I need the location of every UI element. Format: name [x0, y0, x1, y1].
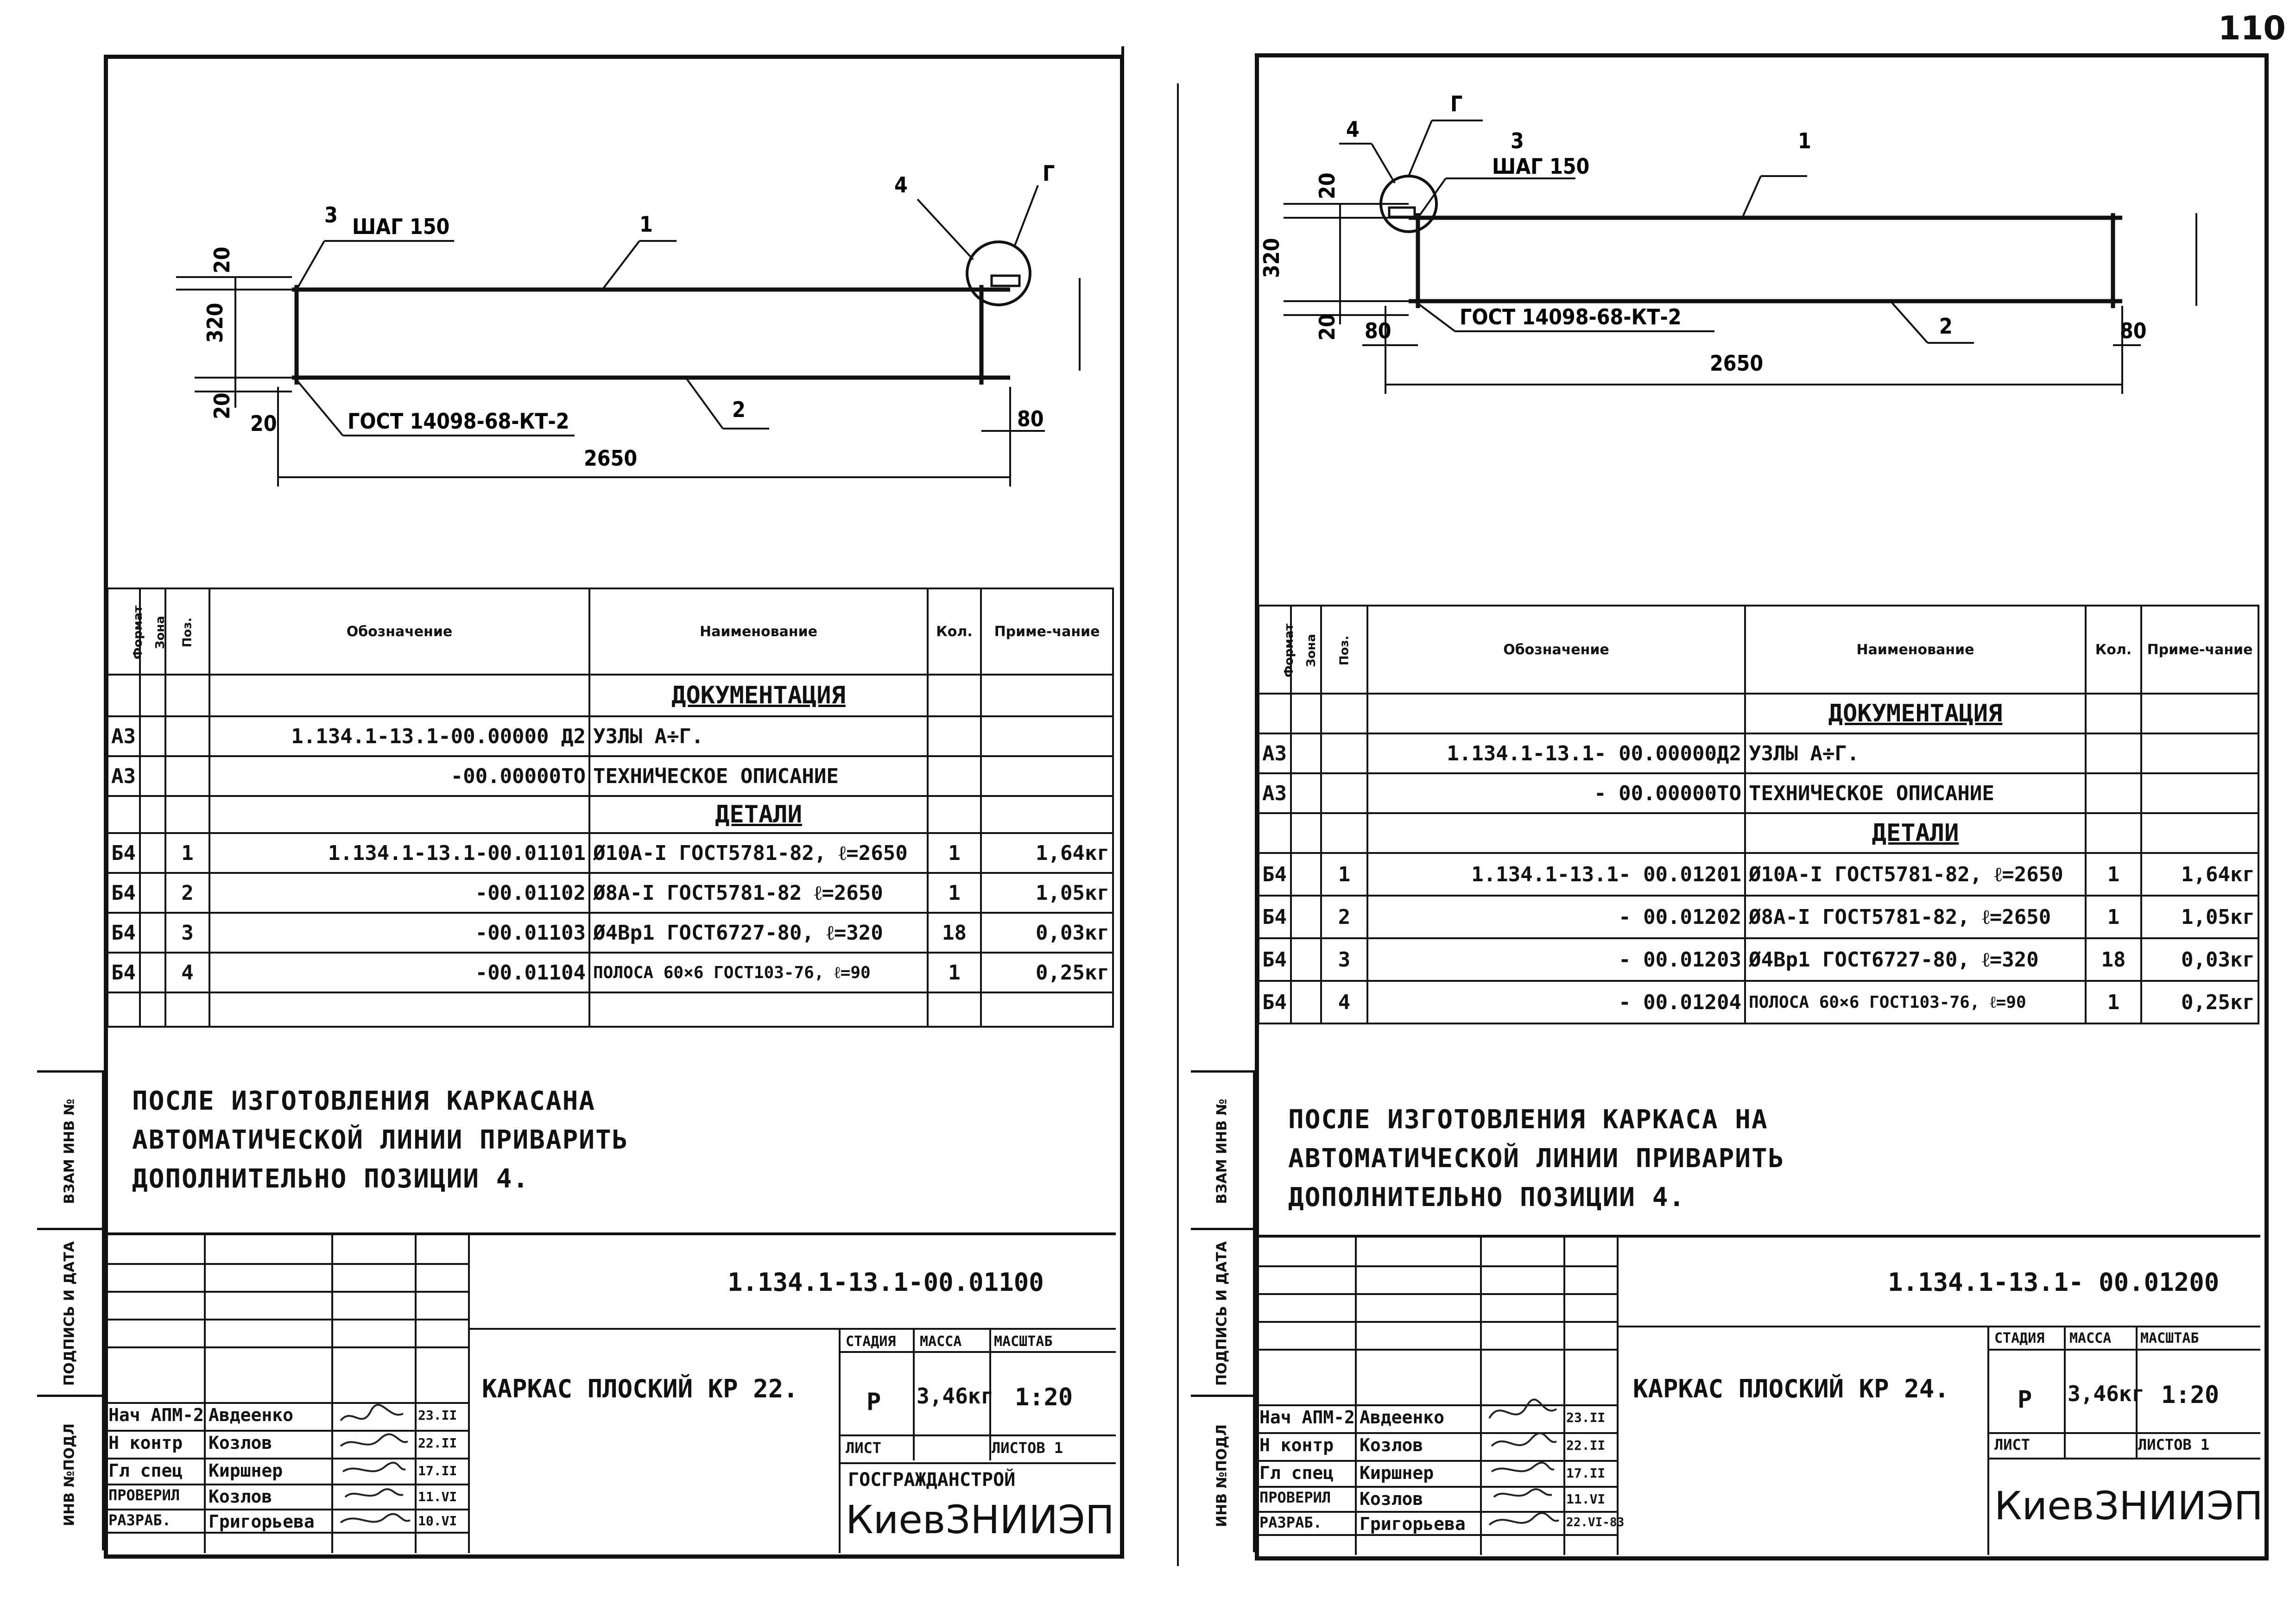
dim-left-end: 20 — [250, 411, 277, 436]
callout-label: Г — [1450, 91, 1463, 116]
scale-value: 1:20 — [2161, 1381, 2220, 1409]
dim-top-offset: 20 — [1315, 172, 1340, 199]
col-designation: Обозначение — [209, 588, 589, 675]
gost-note: ГОСТ 14098-68-КТ-2 — [348, 409, 569, 434]
table-row: Б4 2 - 00.01202 Ø8А-I ГОСТ5781-82, ℓ=2650 1 1,05кг — [1259, 896, 2258, 938]
dim-right-end: 80 — [1017, 406, 1044, 431]
spec-table-right — [1258, 605, 2259, 1024]
col-zone: Зона — [140, 588, 165, 675]
node-label: 4 — [1346, 117, 1360, 142]
dim-left-end: 80 — [1365, 318, 1392, 343]
col-zone: Зона — [1291, 606, 1321, 694]
section-details: ДЕТАЛИ — [589, 796, 928, 833]
institute-name: КиевЗНИИЭП — [1994, 1483, 2263, 1529]
col-qty: Кол. — [928, 588, 981, 675]
stirrup-label: 3 — [324, 202, 338, 227]
node-label: 4 — [894, 172, 908, 197]
stirrup-pitch: ШАГ 150 — [352, 214, 450, 239]
bottom-bar-label: 2 — [732, 397, 746, 422]
scale-value: 1:20 — [1015, 1384, 1073, 1411]
dim-height: 320 — [1259, 238, 1284, 278]
stirrup-label: 3 — [1511, 128, 1524, 153]
doc-code: 1.134.1-13.1- 00.01200 — [1888, 1268, 2220, 1297]
mass-value: 3,46кг — [2068, 1381, 2145, 1406]
section-details: ДЕТАЛИ — [1745, 813, 2086, 853]
dim-bottom-offset: 20 — [209, 392, 234, 419]
col-format: Формат — [1259, 606, 1291, 694]
bottom-bar-label: 2 — [1939, 314, 1953, 339]
stage-value: Р — [867, 1388, 881, 1416]
col-name: Наименование — [589, 588, 928, 675]
top-bar-label: 1 — [639, 212, 653, 237]
section-documentation: ДОКУМЕНТАЦИЯ — [1745, 694, 2086, 733]
gost-note: ГОСТ 14098-68-КТ-2 — [1460, 304, 1682, 329]
col-format: Формат — [108, 588, 140, 675]
dim-length: 2650 — [584, 446, 638, 471]
org-name: ГОСГРАЖДАНСТРОЙ — [848, 1469, 1016, 1491]
dim-top-offset: 20 — [209, 246, 234, 273]
table-row: Б4 4 - 00.01204 ПОЛОСА 60×6 ГОСТ103-76, ℓ=90 1 0,25кг — [1259, 981, 2258, 1023]
title-block-right: 1.134.1-13.1- 00.01200 КАРКАС ПЛОСКИЙ КР 24. СТАДИЯ МАССА МАСШТАБ Р 3,46кг 1:20 ЛИСТ ЛИСТОВ 1 КиевЗНИИЭП Нач АПМ-2 Авдеенко Н контр Козлов Гл спец Киршнер ПРОВЕРИЛ Козлов РАЗРАБ. Григорьева 23.II 22.II 17.II 11.VI 22.VI-83 — [1258, 1235, 2260, 1555]
institute-name: КиевЗНИИЭП — [846, 1497, 1114, 1542]
title-block-left: 1.134.1-13.1-00.01100 КАРКАС ПЛОСКИЙ КР 22. СТАДИЯ МАССА МАСШТАБ Р 3,46кг 1:20 ЛИСТ ЛИСТОВ 1 ГОСГРАЖДАНСТРОЙ КиевЗНИИЭП Нач АПМ-2 Авдеенко Н контр Козлов Гл спец Киршнер ПРОВЕРИЛ Козлов РАЗРАБ. Григорьева 23.II 22.II 17.II 11.VI 10.VI — [107, 1232, 1116, 1553]
page-number: 110 — [2218, 9, 2286, 47]
dim-height: 320 — [202, 303, 228, 343]
signatures-right — [1482, 1395, 1563, 1548]
col-name: Наименование — [1745, 606, 2086, 694]
section-documentation: ДОКУМЕНТАЦИЯ — [589, 675, 928, 716]
drawing-title: КАРКАС ПЛОСКИЙ КР 22. — [482, 1374, 798, 1403]
drawing-title: КАРКАС ПЛОСКИЙ КР 24. — [1633, 1374, 1949, 1403]
callout-label: Г — [1043, 161, 1055, 186]
dim-bottom-offset: 20 — [1315, 314, 1340, 341]
dim-length: 2650 — [1710, 351, 1764, 376]
table-row: А3 1.134.1-13.1- 00.00000Д2 УЗЛЫ А÷Г. — [1259, 733, 2258, 773]
col-pos: Поз. — [165, 588, 209, 675]
col-note: Приме-чание — [981, 588, 1113, 675]
side-stamp-right: ВЗАМ ИНВ № ПОДПИСЬ И ДАТА ИНВ №ПОДЛ — [1191, 1070, 1255, 1552]
table-row: Б4 1 1.134.1-13.1- 00.01201 Ø10А-I ГОСТ5781-82, ℓ=2650 1 1,64кг — [1259, 853, 2258, 896]
table-row: А3 - 00.00000ТО ТЕХНИЧЕСКОЕ ОПИСАНИЕ — [1259, 773, 2258, 813]
table-row: Б4 4 -00.01104 ПОЛОСА 60×6 ГОСТ103-76, ℓ=90 1 0,25кг — [108, 953, 1113, 992]
col-designation: Обозначение — [1367, 606, 1745, 694]
table-row: Б4 3 - 00.01203 Ø4Вр1 ГОСТ6727-80, ℓ=320 18 0,03кг — [1259, 938, 2258, 981]
table-row: Б4 3 -00.01103 Ø4Вр1 ГОСТ6727-80, ℓ=320 18 0,03кг — [108, 913, 1113, 953]
mass-value: 3,46кг — [917, 1384, 994, 1409]
table-row: Б4 1 1.134.1-13.1-00.01101 Ø10А-I ГОСТ5781-82, ℓ=2650 1 1,64кг — [108, 833, 1113, 873]
table-row: Б4 2 -00.01102 Ø8А-I ГОСТ5781-82 ℓ=2650 1 1,05кг — [108, 873, 1113, 913]
note-left: ПОСЛЕ ИЗГОТОВЛЕНИЯ КАРКАСАНА АВТОМАТИЧЕСКОЙ ЛИНИИ ПРИВАРИТЬ ДОПОЛНИТЕЛЬНО ПОЗИЦИИ 4. — [132, 1086, 629, 1194]
note-right: ПОСЛЕ ИЗГОТОВЛЕНИЯ КАРКАСА НА АВТОМАТИЧЕСКОЙ ЛИНИИ ПРИВАРИТЬ ДОПОЛНИТЕЛЬНО ПОЗИЦИИ 4. — [1288, 1105, 1785, 1213]
stirrup-pitch: ШАГ 150 — [1492, 154, 1590, 179]
table-row: А3 1.134.1-13.1-00.00000 Д2 УЗЛЫ А÷Г. — [108, 716, 1113, 756]
dim-right-end: 80 — [2120, 318, 2147, 343]
top-bar-label: 1 — [1798, 128, 1811, 153]
table-row: А3 -00.00000ТО ТЕХНИЧЕСКОЕ ОПИСАНИЕ — [108, 756, 1113, 796]
col-note: Приме-чание — [2141, 606, 2258, 694]
doc-code: 1.134.1-13.1-00.01100 — [727, 1268, 1044, 1297]
stage-value: Р — [2018, 1386, 2032, 1414]
side-stamp-left: ВЗАМ ИНВ № ПОДПИСЬ И ДАТА ИНВ №ПОДЛ — [37, 1070, 104, 1550]
col-pos: Поз. — [1321, 606, 1367, 694]
col-qty: Кол. — [2086, 606, 2141, 694]
